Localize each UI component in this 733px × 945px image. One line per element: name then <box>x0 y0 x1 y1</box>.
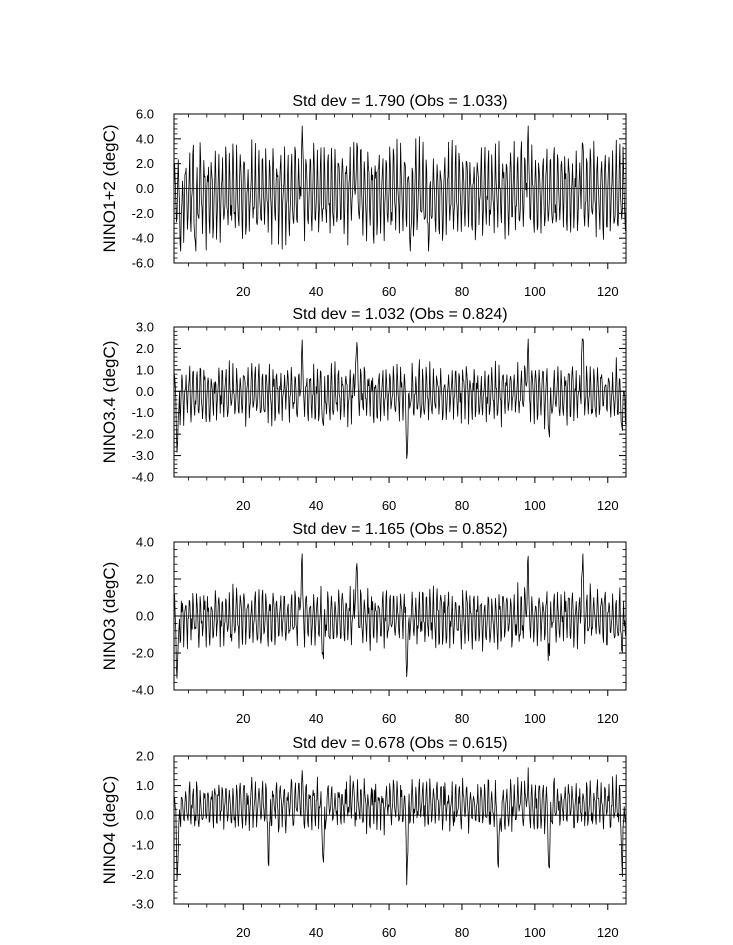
nino4-y-tick-label: -3.0 <box>131 896 154 912</box>
nino12-title: Std dev = 1.790 (Obs = 1.033) <box>292 93 508 110</box>
nino12-y-tick-label: -4.0 <box>131 230 154 246</box>
nino3-y-tick-label: 0.0 <box>135 608 154 624</box>
nino34-x-tick-label: 60 <box>381 498 397 513</box>
nino12-x-tick-label: 40 <box>308 284 324 299</box>
nino4-y-tick-label: 1.0 <box>135 778 154 794</box>
nino4-y-tick-label: -1.0 <box>131 837 154 853</box>
nino12-x-tick-label: 60 <box>381 284 397 299</box>
nino34-title: Std dev = 1.032 (Obs = 0.824) <box>292 306 508 323</box>
nino12-y-tick-label: 6.0 <box>135 106 154 122</box>
nino4-plot-frame <box>174 756 626 904</box>
nino3-y-tick-label: -4.0 <box>131 682 154 698</box>
nino4-x-tick-label: 40 <box>308 925 324 940</box>
nino3-series-line <box>174 554 626 678</box>
nino12-y-tick-label: 0.0 <box>135 181 154 196</box>
nino12-x-tick-label: 20 <box>236 284 251 299</box>
nino3-x-tick-label: 80 <box>454 711 470 726</box>
nino34-y-tick-label: -2.0 <box>131 426 154 442</box>
nino34-x-tick-label: 80 <box>454 498 470 513</box>
nino12-x-tick-label: 80 <box>454 284 470 299</box>
nino4-x-tick-label: 80 <box>454 925 470 940</box>
nino3-title: Std dev = 1.165 (Obs = 0.852) <box>292 521 508 538</box>
nino34-panel <box>100 306 626 513</box>
nino4-x-tick-label: 100 <box>524 925 546 940</box>
nino12-y-axis-label: NINO1+2 (degC) <box>100 124 119 253</box>
nino34-y-tick-label: 0.0 <box>135 383 154 399</box>
nino4-x-tick-label: 60 <box>381 925 397 940</box>
nino3-x-tick-label: 120 <box>596 711 619 726</box>
nino34-y-tick-label: -1.0 <box>131 405 154 421</box>
nino4-panel <box>100 735 626 940</box>
nino12-y-tick-label: -6.0 <box>131 255 154 271</box>
nino4-y-tick-label: -2.0 <box>131 866 154 882</box>
nino4-title: Std dev = 0.678 (Obs = 0.615) <box>292 735 508 752</box>
nino4-y-tick-label: 2.0 <box>135 748 154 764</box>
nino34-y-tick-label: 2.0 <box>135 340 154 356</box>
nino34-x-tick-label: 40 <box>308 498 324 513</box>
nino4-x-tick-label: 20 <box>236 925 251 940</box>
nino34-y-tick-label: 3.0 <box>135 319 154 335</box>
nino3-x-tick-label: 60 <box>381 711 397 726</box>
nino3-y-tick-label: 2.0 <box>135 571 154 587</box>
nino4-y-axis-label: NINO4 (degC) <box>100 775 119 885</box>
nino3-x-tick-label: 20 <box>236 711 251 726</box>
nino34-y-tick-label: 1.0 <box>135 362 154 378</box>
nino34-series-line <box>174 339 626 459</box>
nino12-panel <box>100 93 626 299</box>
nino12-y-tick-label: 4.0 <box>135 131 154 147</box>
nino3-y-tick-label: -2.0 <box>131 645 154 661</box>
nino3-panel <box>100 521 626 726</box>
nino3-y-axis-label: NINO3 (degC) <box>100 561 119 671</box>
nino34-x-tick-label: 120 <box>596 498 619 513</box>
nino34-x-tick-label: 20 <box>236 498 251 513</box>
nino34-y-tick-label: -4.0 <box>131 469 154 485</box>
nino4-series-line <box>174 768 626 885</box>
nino12-x-tick-label: 120 <box>596 284 619 299</box>
nino3-y-tick-label: 4.0 <box>135 534 154 550</box>
nino4-x-tick-label: 120 <box>596 925 619 940</box>
nino3-x-tick-label: 100 <box>524 711 546 726</box>
nino3-x-tick-label: 40 <box>308 711 324 726</box>
nino12-y-tick-label: 2.0 <box>135 156 154 172</box>
nino12-x-tick-label: 100 <box>524 284 546 299</box>
nino12-y-tick-label: -2.0 <box>131 205 154 221</box>
nino34-y-tick-label: -3.0 <box>131 448 154 464</box>
nino4-y-tick-label: 0.0 <box>135 807 154 823</box>
nino34-x-tick-label: 100 <box>524 498 546 513</box>
nino34-y-axis-label: NINO3.4 (degC) <box>100 340 119 464</box>
